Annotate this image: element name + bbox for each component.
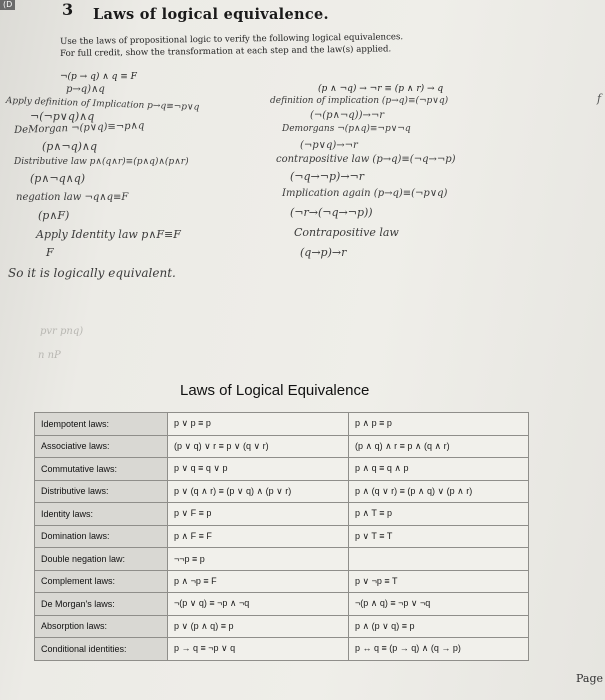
table-row <box>35 548 529 571</box>
law-name-cell: Absorption laws: <box>35 615 168 638</box>
edge-mark: f <box>597 92 602 105</box>
law-expression-cell: ¬¬p ≡ p <box>168 548 349 571</box>
law-expression-cell: p ∨ q ≡ q ∨ p <box>168 458 349 481</box>
right-step-4: (¬p∨q)→¬r <box>300 140 358 151</box>
law-expression-cell: p ∧ F ≡ F <box>168 525 349 548</box>
section-title: Laws of logical equivalence. <box>93 6 329 23</box>
table-row <box>35 638 529 661</box>
table-row <box>35 503 529 526</box>
left-conclusion: So it is logically equivalent. <box>8 266 176 280</box>
law-dual-expression-cell: (p ∧ q) ∧ r ≡ p ∧ (q ∧ r) <box>349 435 529 458</box>
law-dual-expression-cell <box>349 548 529 571</box>
corner-mark: (D <box>0 0 15 10</box>
left-step-10: Apply Identity law p∧F≡F <box>36 228 181 241</box>
law-dual-expression-cell: p ∨ T ≡ T <box>349 525 529 548</box>
law-name-cell: Associative laws: <box>35 435 168 458</box>
law-expression-cell: ¬(p ∨ q) ≡ ¬p ∧ ¬q <box>168 593 349 616</box>
law-expression-cell: p ∨ (q ∧ r) ≡ (p ∨ q) ∧ (p ∨ r) <box>168 480 349 503</box>
law-dual-expression-cell: p ↔ q ≡ (p → q) ∧ (q → p) <box>349 638 529 661</box>
right-step-7: Implication again (p→q)≡(¬p∨q) <box>282 188 448 199</box>
law-name-cell: Idempotent laws: <box>35 413 168 436</box>
section-number: 3 <box>62 0 74 19</box>
right-step-2: (¬(p∧¬q))→¬r <box>310 110 385 121</box>
right-step-9: Contrapositive law <box>294 226 399 239</box>
right-step-10: (q→p)→r <box>300 246 347 259</box>
left-step-2: Apply definition of Implication p→q≡¬p∨q <box>5 96 200 113</box>
left-step-4: DeMorgan ¬(p∨q)≡¬p∧q <box>14 120 145 136</box>
table-row <box>35 615 529 638</box>
law-name-cell: De Morgan's laws: <box>35 593 168 616</box>
law-expression-cell: p → q ≡ ¬p ∨ q <box>168 638 349 661</box>
laws-table <box>34 412 529 661</box>
table-row <box>35 458 529 481</box>
instructions-line-1: Use the laws of propositional logic to verify the following logical equivalences. <box>60 32 404 47</box>
law-expression-cell: p ∨ p ≡ p <box>168 413 349 436</box>
left-step-1: p→q)∧q <box>66 84 105 95</box>
left-step-8: negation law ¬q∧q≡F <box>16 192 129 203</box>
left-step-9: (p∧F) <box>38 209 70 222</box>
faint-note-1: pvr pnq) <box>40 326 84 337</box>
table-row <box>35 570 529 593</box>
law-dual-expression-cell: p ∧ (q ∨ r) ≡ (p ∧ q) ∨ (p ∧ r) <box>349 480 529 503</box>
table-row <box>35 593 529 616</box>
law-name-cell: Distributive laws: <box>35 480 168 503</box>
page-label: Page <box>576 672 604 685</box>
table-row <box>35 435 529 458</box>
law-expression-cell: p ∨ F ≡ p <box>168 503 349 526</box>
law-dual-expression-cell: p ∧ p ≡ p <box>349 413 529 436</box>
law-name-cell: Complement laws: <box>35 570 168 593</box>
right-step-1: definition of implication (p→q)≡(¬p∨q) <box>270 96 449 106</box>
table-row <box>35 413 529 436</box>
faint-note-2: n nP <box>38 350 61 361</box>
right-step-6: (¬q→¬p)→¬r <box>290 170 365 183</box>
right-step-5: contrapositive law (p→q)≡(¬q→¬p) <box>276 154 456 165</box>
law-dual-expression-cell: p ∨ ¬p ≡ T <box>349 570 529 593</box>
right-step-3: Demorgans ¬(p∧q)≡¬p∨¬q <box>282 124 411 134</box>
left-step-3: ¬(¬p∨q)∧q <box>30 110 95 123</box>
left-problem-statement: ¬(p → q) ∧ q ≡ F <box>60 72 137 82</box>
left-step-11: F <box>46 246 54 259</box>
law-expression-cell: (p ∨ q) ∨ r ≡ p ∨ (q ∨ r) <box>168 435 349 458</box>
laws-table-title: Laws of Logical Equivalence <box>180 382 370 399</box>
right-problem-statement: (p ∧ ¬q) → ¬r ≡ (p ∧ r) → q <box>318 84 444 94</box>
left-step-7: (p∧¬q∧q) <box>30 172 86 185</box>
law-name-cell: Identity laws: <box>35 503 168 526</box>
table-row <box>35 480 529 503</box>
law-expression-cell: p ∨ (p ∧ q) ≡ p <box>168 615 349 638</box>
law-name-cell: Conditional identities: <box>35 638 168 661</box>
law-dual-expression-cell: p ∧ q ≡ q ∧ p <box>349 458 529 481</box>
law-dual-expression-cell: p ∧ T ≡ p <box>349 503 529 526</box>
table-row <box>35 525 529 548</box>
left-step-6: Distributive law p∧(q∧r)≡(p∧q)∧(p∧r) <box>14 157 189 167</box>
law-name-cell: Double negation law: <box>35 548 168 571</box>
right-step-8: (¬r→(¬q→¬p)) <box>290 206 373 219</box>
law-dual-expression-cell: p ∧ (p ∨ q) ≡ p <box>349 615 529 638</box>
left-step-5: (p∧¬q)∧q <box>42 140 98 153</box>
law-dual-expression-cell: ¬(p ∧ q) ≡ ¬p ∨ ¬q <box>349 593 529 616</box>
law-expression-cell: p ∧ ¬p ≡ F <box>168 570 349 593</box>
law-name-cell: Commutative laws: <box>35 458 168 481</box>
law-name-cell: Domination laws: <box>35 525 168 548</box>
instructions-line-2: For full credit, show the transformation at each step and the law(s) applied. <box>60 44 392 59</box>
